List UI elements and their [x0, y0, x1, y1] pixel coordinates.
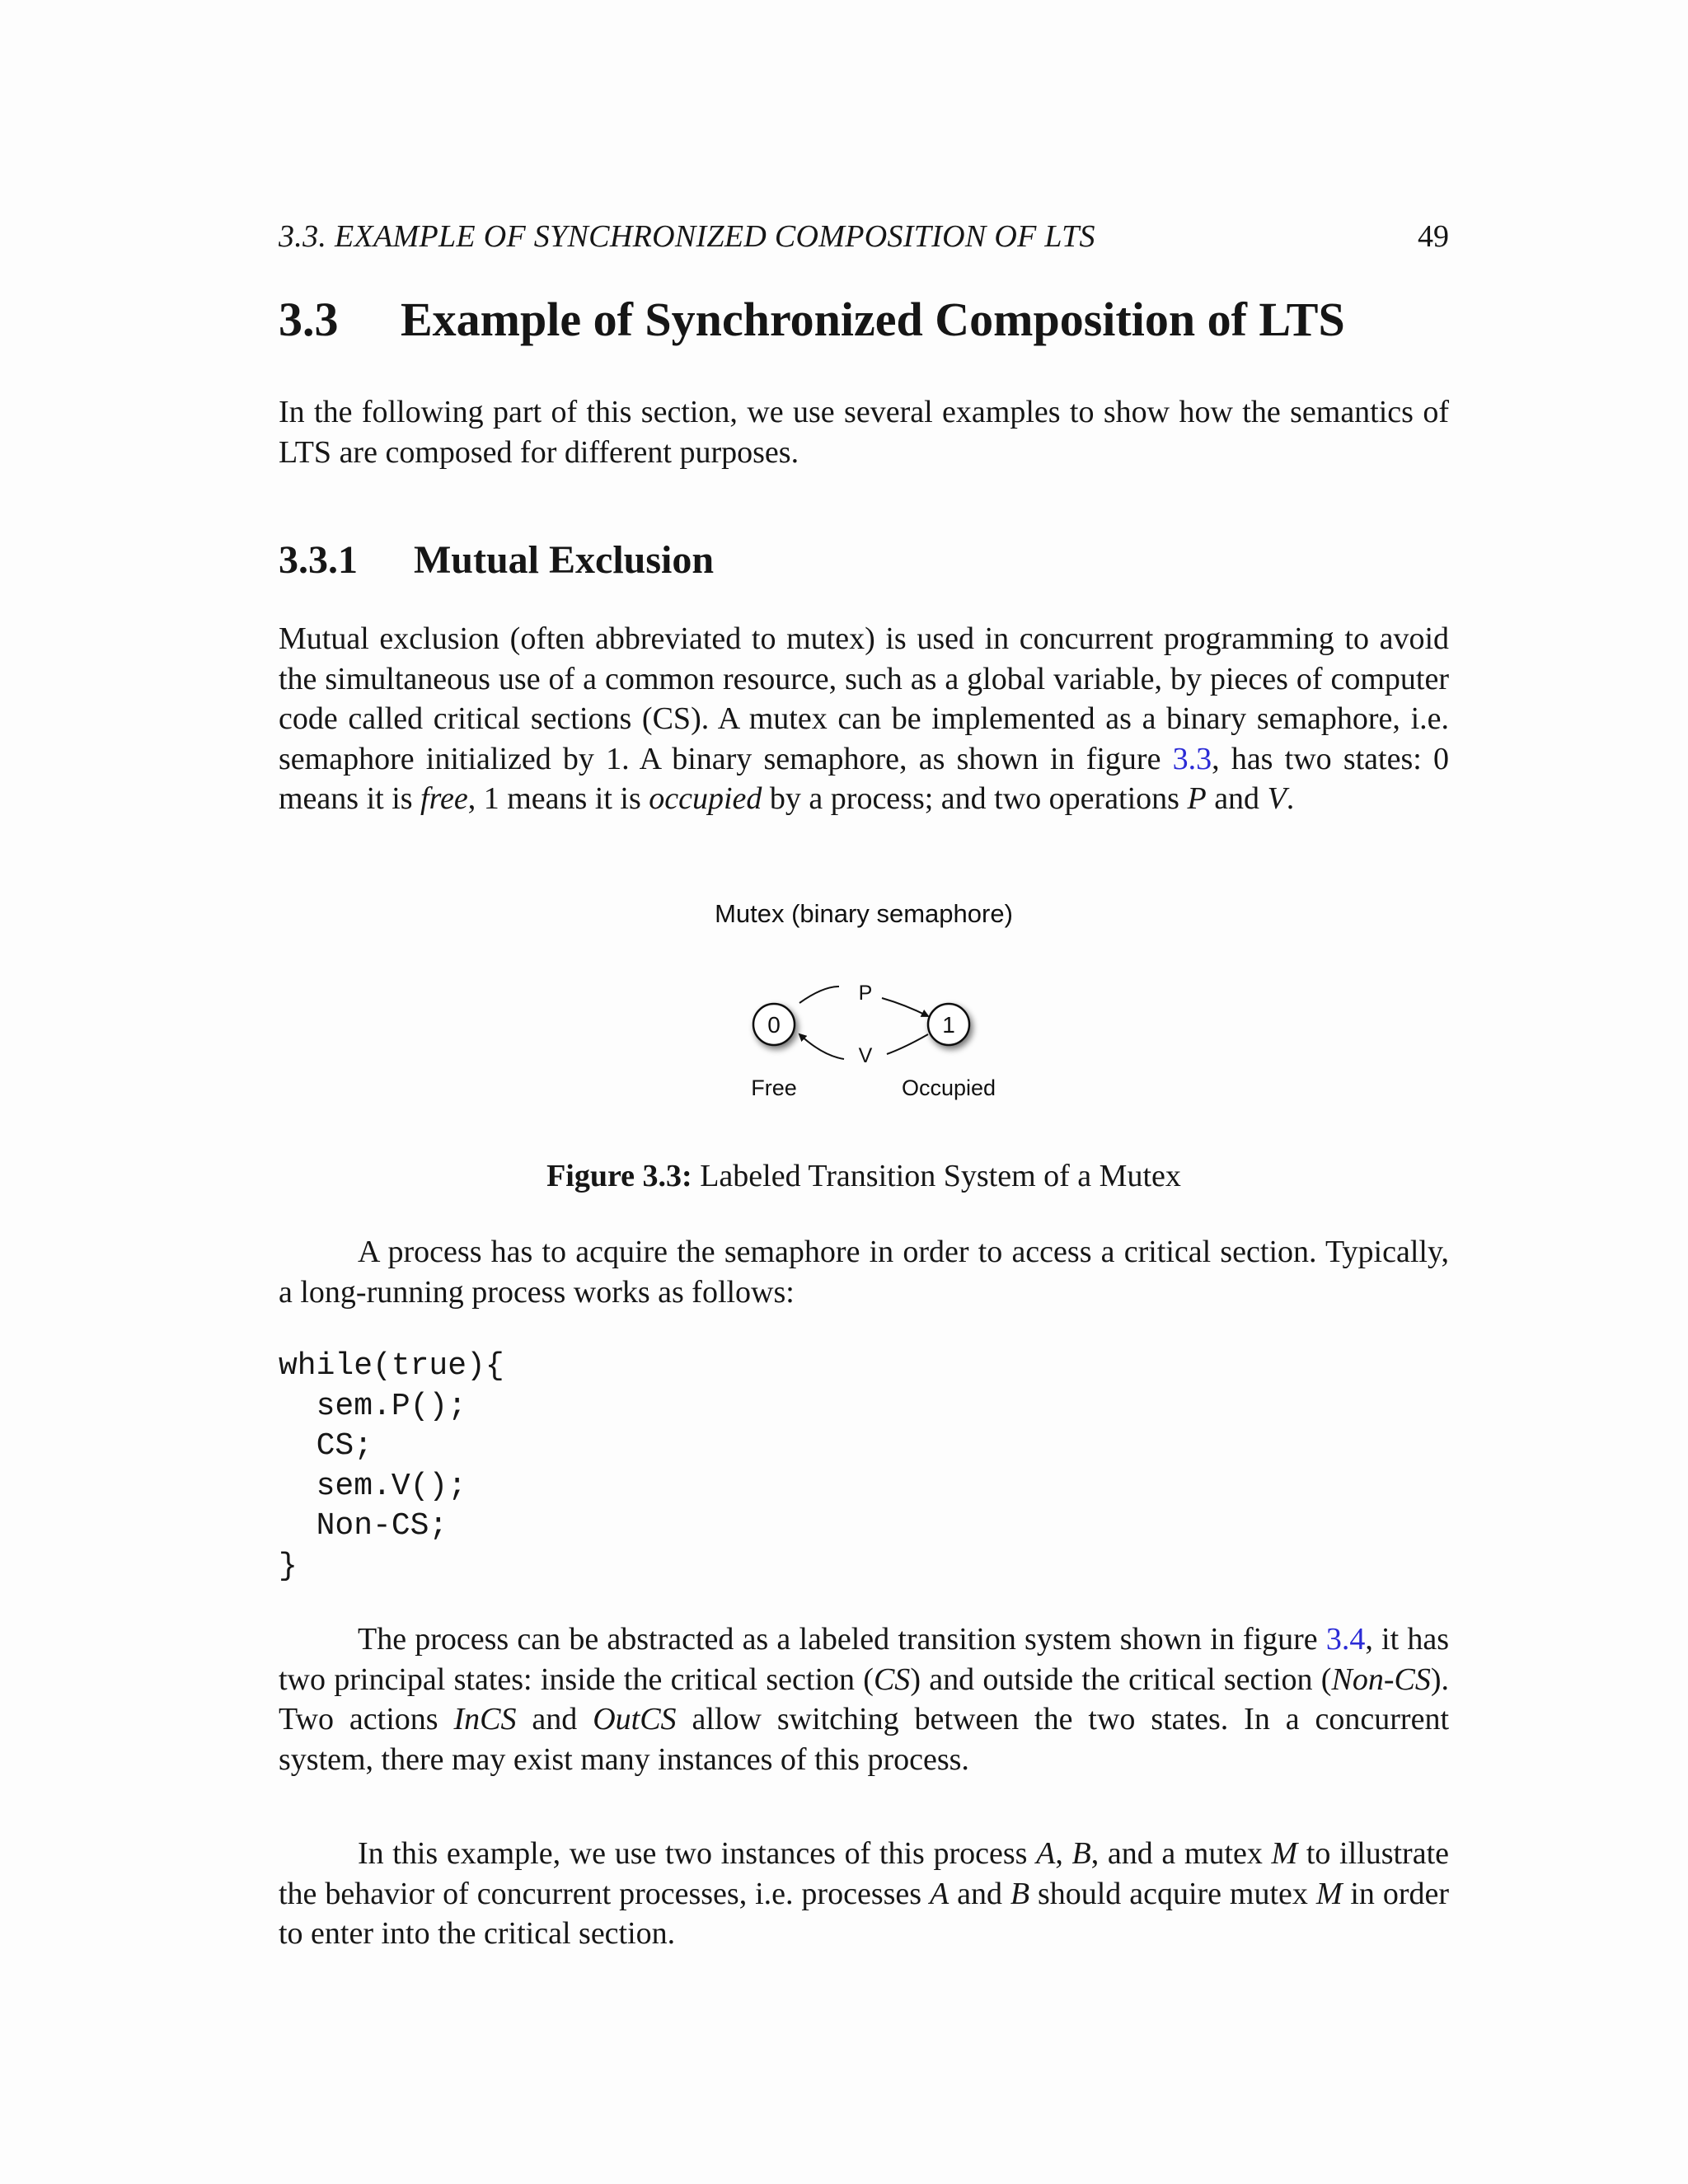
- text-run: ). Two actions: [279, 1661, 1449, 1736]
- text-run: in order to enter into the critical section.: [279, 1876, 1450, 1951]
- text-run: Mutual exclusion (often abbreviated to mutex) is used in concurrent programming to avoid the simultaneous use of a common resource, such as a global variable, by pieces of computer code called critical sections (CS). A mutex can be implemented as a binary semaphore, i.e. semaphore initialized by 1. A binary semaphore, as shown in figure: [279, 621, 1449, 776]
- code-line: while(true){: [279, 1348, 504, 1384]
- figure-caption-text: Labeled Transition System of a Mutex: [692, 1159, 1181, 1193]
- section-number: 3.3: [279, 293, 339, 346]
- page-number: 49: [1418, 219, 1449, 254]
- text-run: to illustrate the behavior of concurrent processes, i.e. processes: [279, 1836, 1449, 1911]
- text-run: ,: [1055, 1836, 1072, 1871]
- math-m: M: [1315, 1876, 1343, 1911]
- section-title: Example of Synchronized Composition of LTS: [401, 293, 1345, 346]
- text-run: should acquire mutex: [1029, 1876, 1316, 1911]
- emphasis-occupied: occupied: [649, 781, 762, 816]
- text-run: In this example, we use two instances of this process: [358, 1836, 1037, 1871]
- semaphore-paragraph: A process has to acquire the semaphore in order to access a critical section. Typically, a long-running process works as follows:: [279, 1235, 1449, 1310]
- section-intro-paragraph: In the following part of this section, we use several examples to show how the semantics of LTS are composed for different purposes.: [279, 395, 1449, 470]
- figure-reference-link[interactable]: 3.3: [1172, 741, 1212, 776]
- state-occupied-label: Occupied: [901, 1076, 996, 1100]
- text-run: , it has two principal states: inside the critical section (: [279, 1622, 1449, 1697]
- math-b: B: [1010, 1876, 1030, 1911]
- figure-reference-link[interactable]: 3.4: [1325, 1622, 1366, 1657]
- mutex-paragraph: [279, 619, 1449, 819]
- state-1-label: 1: [942, 1012, 955, 1038]
- text-run: allow switching between the two states. In a concurrent system, there may exist many instances of this process.: [279, 1702, 1449, 1777]
- process-lts-paragraph: [279, 1619, 1449, 1779]
- transition-v-arrow: [799, 1034, 844, 1059]
- code-line: sem.V();: [279, 1468, 467, 1504]
- code-line: CS;: [279, 1428, 373, 1465]
- math-cs: CS: [873, 1661, 911, 1697]
- text-run: and: [1206, 781, 1268, 816]
- figure-title: Mutex (binary semaphore): [715, 899, 1013, 928]
- math-m: M: [1271, 1836, 1298, 1871]
- code-line: }: [279, 1548, 298, 1584]
- text-run: The process can be abstracted as a labeled transition system shown in figure: [358, 1622, 1326, 1657]
- math-a: A: [929, 1876, 950, 1911]
- text-run: .: [1286, 781, 1295, 816]
- math-noncs: Non-CS: [1331, 1661, 1431, 1697]
- figure-caption-label: Figure 3.3:: [546, 1159, 692, 1193]
- subsection-title: Mutual Exclusion: [414, 538, 715, 582]
- text-run: , and a mutex: [1090, 1836, 1272, 1871]
- subsection-heading: [279, 534, 1449, 587]
- text-run: by a process; and two operations: [762, 781, 1188, 816]
- state-0-label: 0: [767, 1012, 781, 1038]
- example-paragraph: [279, 1834, 1449, 1954]
- figure-caption: [279, 1156, 1449, 1196]
- text-run: and: [949, 1876, 1010, 1911]
- text-run: , 1 means it is: [467, 781, 649, 816]
- math-v: V: [1267, 781, 1287, 816]
- state-free-label: Free: [751, 1076, 797, 1100]
- transition-p-arrow-start: [799, 987, 839, 1003]
- math-p: P: [1187, 781, 1207, 816]
- math-outcs: OutCS: [593, 1702, 677, 1736]
- math-b: B: [1071, 1836, 1091, 1871]
- text-run: ) and outside the critical section (: [910, 1661, 1332, 1697]
- mutex-lts-figure: [279, 894, 1449, 1125]
- transition-v-label: V: [858, 1044, 873, 1067]
- running-title: 3.3. EXAMPLE OF SYNCHRONIZED COMPOSITION OF LTS: [279, 219, 1095, 254]
- transition-p-label: P: [858, 982, 873, 1005]
- code-line: Non-CS;: [279, 1508, 448, 1544]
- subsection-number: 3.3.1: [279, 538, 358, 582]
- emphasis-free: free: [420, 781, 468, 816]
- math-incs: InCS: [453, 1702, 517, 1736]
- code-block: [279, 1347, 504, 1587]
- section-heading: [279, 288, 1449, 351]
- transition-p-arrow: [882, 998, 928, 1016]
- text-run: , has two states: 0 means it is: [279, 741, 1449, 816]
- math-a: A: [1036, 1836, 1056, 1871]
- code-line: sem.P();: [279, 1388, 467, 1424]
- text-run: and: [516, 1702, 593, 1736]
- transition-v-arrow-start: [887, 1034, 928, 1054]
- running-header: [279, 216, 1449, 257]
